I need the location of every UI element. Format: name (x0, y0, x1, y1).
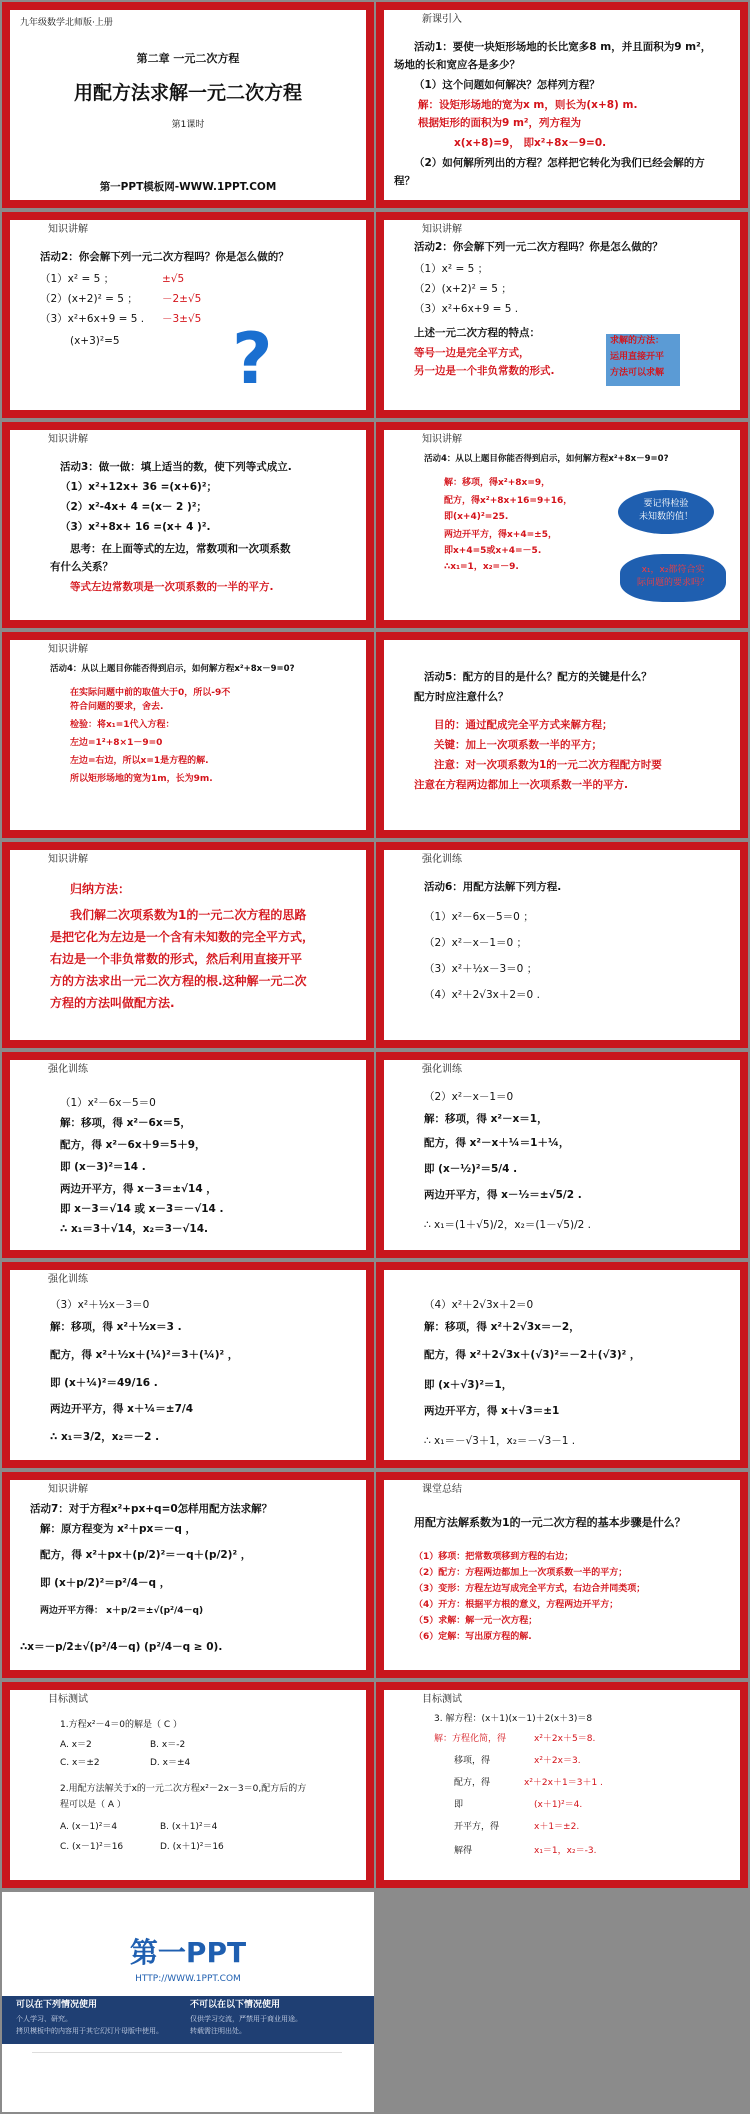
solution-label: 解：方程化简，得 (434, 1734, 507, 1744)
answer-text: x(x+8)=9， 即x²+8x－9=0. (454, 137, 607, 149)
slide-activity2-features (376, 212, 748, 418)
solution-step: 解：原方程变为 x²＋px＝－q ， (40, 1523, 196, 1535)
slide-activity7 (2, 1472, 374, 1678)
answer-text: 关键：加上一次项系数一半的平方； (434, 739, 602, 751)
solution-step: 配方，得 x²＋½x＋(¼)²＝3＋(¼)² ， (50, 1349, 239, 1361)
question-burst (620, 554, 726, 602)
equation: （3）x²＋½x－3＝0 (50, 1299, 150, 1311)
question-text: 配方时应注意什么？ (414, 691, 509, 703)
slide-practice-4 (376, 1262, 748, 1468)
slide-header: 强化训练 (422, 1064, 462, 1075)
method-text: 我们解二次项系数为1的一元二次方程的思路 (70, 908, 307, 922)
solution-step: 解：移项，得x²+8x=9， (444, 478, 551, 488)
solution-step: ∴ x₁＝(1＋√5)/2，x₂＝(1－√5)/2 . (424, 1219, 591, 1231)
slide-header: 知识讲解 (48, 434, 88, 445)
chapter-title: 第二章 一元二次方程 (136, 52, 240, 65)
solution-step: 两边开平方，得 x－3＝±√14 ， (60, 1183, 217, 1195)
solution-step: 即 (x－3)²＝14 . (60, 1161, 146, 1173)
solution-step: ∴ x₁＝3＋√14，x₂＝3－√14. (60, 1223, 209, 1235)
burst-text: x₁，x₂都符合实 (641, 565, 705, 575)
equation: （1）x² = 5 ； (40, 273, 115, 285)
slide-summary-method (2, 842, 374, 1048)
slide-practice-2 (376, 1052, 748, 1258)
slide-header: 强化训练 (48, 1274, 88, 1285)
method-text: 方程的方法叫做配方法. (50, 996, 175, 1010)
equation: （2）(x+2)² = 5 ； (414, 283, 512, 295)
answer-text: 根据矩形的面积为9 m²，列方程为 (418, 117, 582, 129)
solution-step: 两边开平方，得 x＋√3＝±1 (424, 1405, 560, 1417)
solution-step: 配方，得x²+8x+16=9+16， (444, 496, 573, 506)
solution-value: x＋1＝±2. (534, 1822, 580, 1832)
check-text: 符合问题的要求，舍去. (70, 702, 164, 712)
solution-value: x²＋2x＋5＝8. (534, 1734, 596, 1744)
reminder-text: 未知数的值！ (638, 512, 693, 522)
slide-header: 目标测试 (48, 1694, 88, 1705)
logo-text: 第一PPT (129, 1936, 247, 1969)
equation: （3）x²+8x+ 16 =(x+ 4 )². (60, 521, 211, 533)
equation: （1）x²－6x－5＝0 ； (424, 911, 534, 923)
reminder-cloud (618, 490, 714, 534)
solution-step: 即 x－3＝√14 或 x－3＝－√14 . (60, 1203, 224, 1215)
equation: （1）x²+12x+ 36 =(x+6)²； (60, 481, 217, 493)
question-text: 1.方程x²－4＝0的解是（ C ） (60, 1720, 182, 1730)
solution-step: 配方，得 x²＋px＋(p/2)²＝－q＋(p/2)² ， (40, 1549, 252, 1561)
slide-activity5 (376, 632, 748, 838)
question-text: 3. 解方程：(x＋1)(x－1)＋2(x＋3)＝8 (434, 1714, 593, 1724)
solution-step: 即 (x＋p/2)²＝p²/4－q ， (40, 1577, 171, 1589)
option-text: A. x＝2 (60, 1740, 92, 1750)
check-text: 在实际问题中前的取值大于0，所以-9不 (70, 688, 231, 698)
option-text: B. x＝-2 (150, 1740, 186, 1750)
solution-step: ∴ x₁＝3/2，x₂＝－2 . (50, 1431, 160, 1443)
site-label: 第一PPT模板网-WWW.1PPT.COM (99, 181, 277, 193)
usage-text: 转载需注明出处。 (190, 2027, 246, 2035)
answer-text: 解：设矩形场地的宽为x m，则长为(x+8) m. (418, 99, 638, 111)
check-text: 所以矩形场地的宽为1m，长为9m. (70, 774, 213, 784)
slide-header: 知识讲解 (48, 644, 88, 655)
activity-text: 活动1：要使一块矩形场地的长比宽多8 m，并且面积为9 m²， (414, 41, 712, 53)
usage-denied-title: 不可以在以下情况使用 (190, 2000, 281, 2010)
slide-header: 知识讲解 (422, 434, 462, 445)
check-text: 左边=右边，所以x=1是方程的解. (70, 756, 209, 766)
slide-activity3 (2, 422, 374, 628)
usage-text: 拷贝模板中的内容用于其它幻灯片母版中使用。 (16, 2027, 163, 2035)
reminder-text: 要记得检验 (643, 499, 689, 509)
solution-step: 即 (x＋¼)²＝49/16 . (50, 1377, 158, 1389)
solution-step: 即 (x＋√3)²＝1， (424, 1379, 513, 1391)
step-text: （6）定解：写出原方程的解. (414, 1632, 532, 1642)
answer-text: －3±√5 (162, 313, 202, 325)
slide-header: 目标测试 (422, 1694, 462, 1705)
option-text: C. (x－1)²＝16 (60, 1842, 124, 1852)
slide-header: 新课引入 (422, 14, 462, 25)
slide-practice-1 (2, 1052, 374, 1258)
solution-label: 解得 (454, 1846, 473, 1856)
question-text: 活动3：做一做：填上适当的数，使下列等式成立. (60, 461, 292, 473)
question-text: 程可以是（ A ） (60, 1800, 126, 1810)
method-box-text: 求解的方法： (610, 336, 665, 346)
solution-step: 配方，得 x²＋2√3x＋(√3)²＝－2＋(√3)² ， (424, 1349, 641, 1361)
slide-header: 知识讲解 (48, 854, 88, 865)
step-text: （4）开方：根据平方根的意义，方程两边开平方； (414, 1600, 619, 1610)
question-text: 活动7：对于方程x²+px+q=0怎样用配方法求解？ (30, 1503, 273, 1515)
solution-step: 解：移项，得 x²＋2√3x＝－2， (424, 1321, 580, 1333)
answer-text: 注意：对一次项系数为1的一元二次方程配方时要 (434, 759, 662, 771)
equation: （3）x²+6x+9 = 5 . (40, 313, 145, 325)
logo-url: HTTP://WWW.1PPT.COM (135, 1974, 241, 1984)
slide-test-2 (376, 1682, 748, 1888)
solution-step: ∴x₁=1，x₂=－9. (444, 562, 519, 572)
method-box-text: 运用直接开平 (610, 352, 665, 362)
equation: （1）x²－6x－5＝0 (60, 1097, 156, 1109)
solution-label: 移项，得 (454, 1756, 491, 1766)
slide-activity4 (376, 422, 748, 628)
slide-practice-3 (2, 1262, 374, 1468)
question-text: 程？ (394, 175, 415, 187)
step-text: （3）变形：方程左边写成完全平方式，右边合并同类项； (414, 1584, 646, 1594)
usage-text: 仅供学习交流，严禁用于商业用途。 (190, 2015, 302, 2023)
solution-step: ∴x＝－p/2±√(p²/4－q) (p²/4－q ≥ 0). (20, 1641, 223, 1653)
links-block (32, 2052, 342, 2104)
section-title: 归纳方法： (70, 882, 131, 896)
check-text: 检验：将x₁=1代入方程： (70, 720, 175, 730)
usage-text: 个人学习、研究。 (16, 2015, 72, 2023)
solution-step: 即(x+4)²=25. (444, 512, 509, 522)
solution-label: 配方，得 (454, 1778, 491, 1788)
question-text: 活动4：从以上题目你能否得到启示，如何解方程x²+8x－9=0? (50, 664, 295, 674)
answer-text: 注意在方程两边都加上一次项系数一半的平方. (414, 779, 628, 791)
solution-step: 两边开平方，得 x－½＝±√5/2 . (424, 1189, 582, 1201)
question-text: 2.用配方法解关于x的一元二次方程x²－2x－3＝0,配方后的方 (60, 1784, 307, 1794)
feature-title: 上述一元二次方程的特点： (414, 327, 540, 339)
answer-text: 等式左边常数项是一次项系数的一半的平方. (70, 581, 274, 593)
question-text: 活动5：配方的目的是什么？配方的关键是什么？ (424, 671, 652, 683)
solution-value: x²＋2x＋1＝3＋1 . (524, 1778, 603, 1788)
question-text: 活动6：用配方法解下列方程. (424, 881, 562, 893)
equation: （1）x² = 5 ； (414, 263, 489, 275)
lesson-label: 第1课时 (171, 120, 205, 130)
question-text: 有什么关系？ (50, 561, 113, 573)
solution-value: x₁＝1，x₂＝-3. (534, 1846, 597, 1856)
equation: （2）x²－x－1＝0 ； (424, 937, 528, 949)
solution-label: 即 (454, 1800, 464, 1810)
page-title: 用配方法求解一元二次方程 (73, 82, 302, 104)
equation: （2）(x+2)² = 5 ； (40, 293, 138, 305)
solution-step: 配方，得 x²－6x＋9＝5＋9， (60, 1139, 206, 1151)
question-text: 活动4：从以上题目你能否得到启示，如何解方程x²+8x－9=0? (424, 454, 669, 464)
option-text: D. x＝±4 (150, 1758, 191, 1768)
burst-text: 际问题的要求吗？ (636, 578, 709, 588)
step-text: （5）求解：解一元一次方程； (414, 1616, 538, 1626)
option-text: D. (x＋1)²＝16 (160, 1842, 224, 1852)
equation: （4）x²＋2√3x＋2＝0 (424, 1299, 534, 1311)
slide-activity6 (376, 842, 748, 1048)
answer-text: －2±√5 (162, 293, 202, 305)
question-text: （2）如何解所列出的方程？怎样把它转化为我们已经会解的方 (414, 157, 705, 169)
equation: （3）x²+6x+9 = 5 . (414, 303, 519, 315)
solution-step: ∴ x₁＝－√3＋1，x₂＝－√3－1 . (424, 1435, 576, 1447)
method-text: 方的方法求出一元二次方程的根.这种解一元二次 (50, 974, 307, 988)
slide-header: 强化训练 (422, 854, 462, 865)
method-box-text: 方法可以求解 (610, 368, 665, 378)
solution-step: 解：移项，得 x²－x＝1， (424, 1113, 548, 1125)
solution-step: 解：移项，得 x²＋½x＝3 . (50, 1321, 182, 1333)
question-text: 用配方法解系数为1的一元二次方程的基本步骤是什么？ (414, 1516, 686, 1529)
slide-class-summary (376, 1472, 748, 1678)
answer-text: ±√5 (162, 273, 185, 285)
answer-text: 目的：通过配成完全平方式来解方程； (434, 719, 613, 731)
solution-value: x²＋2x＝3. (534, 1756, 581, 1766)
slide-header: 知识讲解 (48, 224, 88, 235)
method-text: 右边是一个非负常数的形式，然后利用直接开平 (50, 952, 303, 966)
slide-header: 知识讲解 (422, 224, 462, 235)
activity-text: 场地的长和宽应各是多少？ (394, 59, 520, 71)
question-text: 活动2：你会解下列一元二次方程吗？你是怎么做的？ (40, 251, 289, 263)
solution-step: 两边开平方，得 x＋¼＝±7/4 (50, 1403, 194, 1415)
method-text: 是把它化为左边是一个含有未知数的完全平方式， (50, 930, 315, 944)
question-text: 活动2：你会解下列一元二次方程吗？你是怎么做的？ (414, 241, 663, 253)
solution-step: 解：移项，得 x²－6x＝5， (60, 1117, 191, 1129)
option-text: C. x＝±2 (60, 1758, 100, 1768)
solution-value: (x＋1)²＝4. (534, 1800, 583, 1810)
slide-test-1 (2, 1682, 374, 1888)
solution-step: 两边开平方，得x+4=±5， (444, 530, 557, 540)
equation: （2）x²-4x+ 4 =(x－ 2 )²； (60, 501, 207, 513)
equation: （3）x²＋½x－3＝0 ； (424, 963, 538, 975)
solution-step: 配方，得 x²－x＋¼＝1＋¼， (424, 1137, 570, 1149)
question-mark-icon: ? (232, 318, 273, 400)
step-text: （2）配方：方程两边都加上一次项系数一半的平方； (414, 1568, 628, 1578)
question-text: 思考：在上面等式的左边，常数项和一次项系数 (70, 543, 291, 555)
slide-title (2, 2, 374, 208)
step-text: （1）移项：把常数项移到方程的右边； (414, 1552, 574, 1562)
option-text: A. (x－1)²＝4 (60, 1822, 118, 1832)
slide-intro (376, 2, 748, 208)
feature-text: 等号一边是完全平方式， (414, 347, 530, 359)
slide-activity4-check (2, 632, 374, 838)
solution-step: 两边开平方得： x＋p/2＝±√(p²/4－q) (40, 1606, 204, 1616)
slide-copyright (2, 1892, 374, 2112)
slide-header: 强化训练 (48, 1064, 88, 1075)
solution-label: 开平方，得 (454, 1822, 500, 1832)
slide-header: 课堂总结 (422, 1484, 462, 1495)
usage-allowed-title: 可以在下列情况使用 (16, 2000, 98, 2010)
feature-text: 另一边是一个非负常数的形式. (414, 365, 555, 377)
slide-header: 知识讲解 (48, 1484, 88, 1495)
textbook-label: 九年级数学北师版·上册 (20, 18, 113, 28)
note-text: (x+3)²=5 (70, 335, 120, 347)
check-text: 左边=1²+8×1－9=0 (70, 738, 163, 748)
solution-step: 即 (x－½)²＝5/4 . (424, 1163, 518, 1175)
question-text: （1）这个问题如何解决？怎样列方程？ (414, 79, 600, 91)
equation: （2）x²－x－1＝0 (424, 1091, 514, 1103)
slide-activity2 (2, 212, 374, 418)
equation: （4）x²＋2√3x＋2＝0 . (424, 989, 540, 1001)
option-text: B. (x＋1)²＝4 (160, 1822, 218, 1832)
solution-step: 即x+4=5或x+4=－5. (444, 546, 542, 556)
